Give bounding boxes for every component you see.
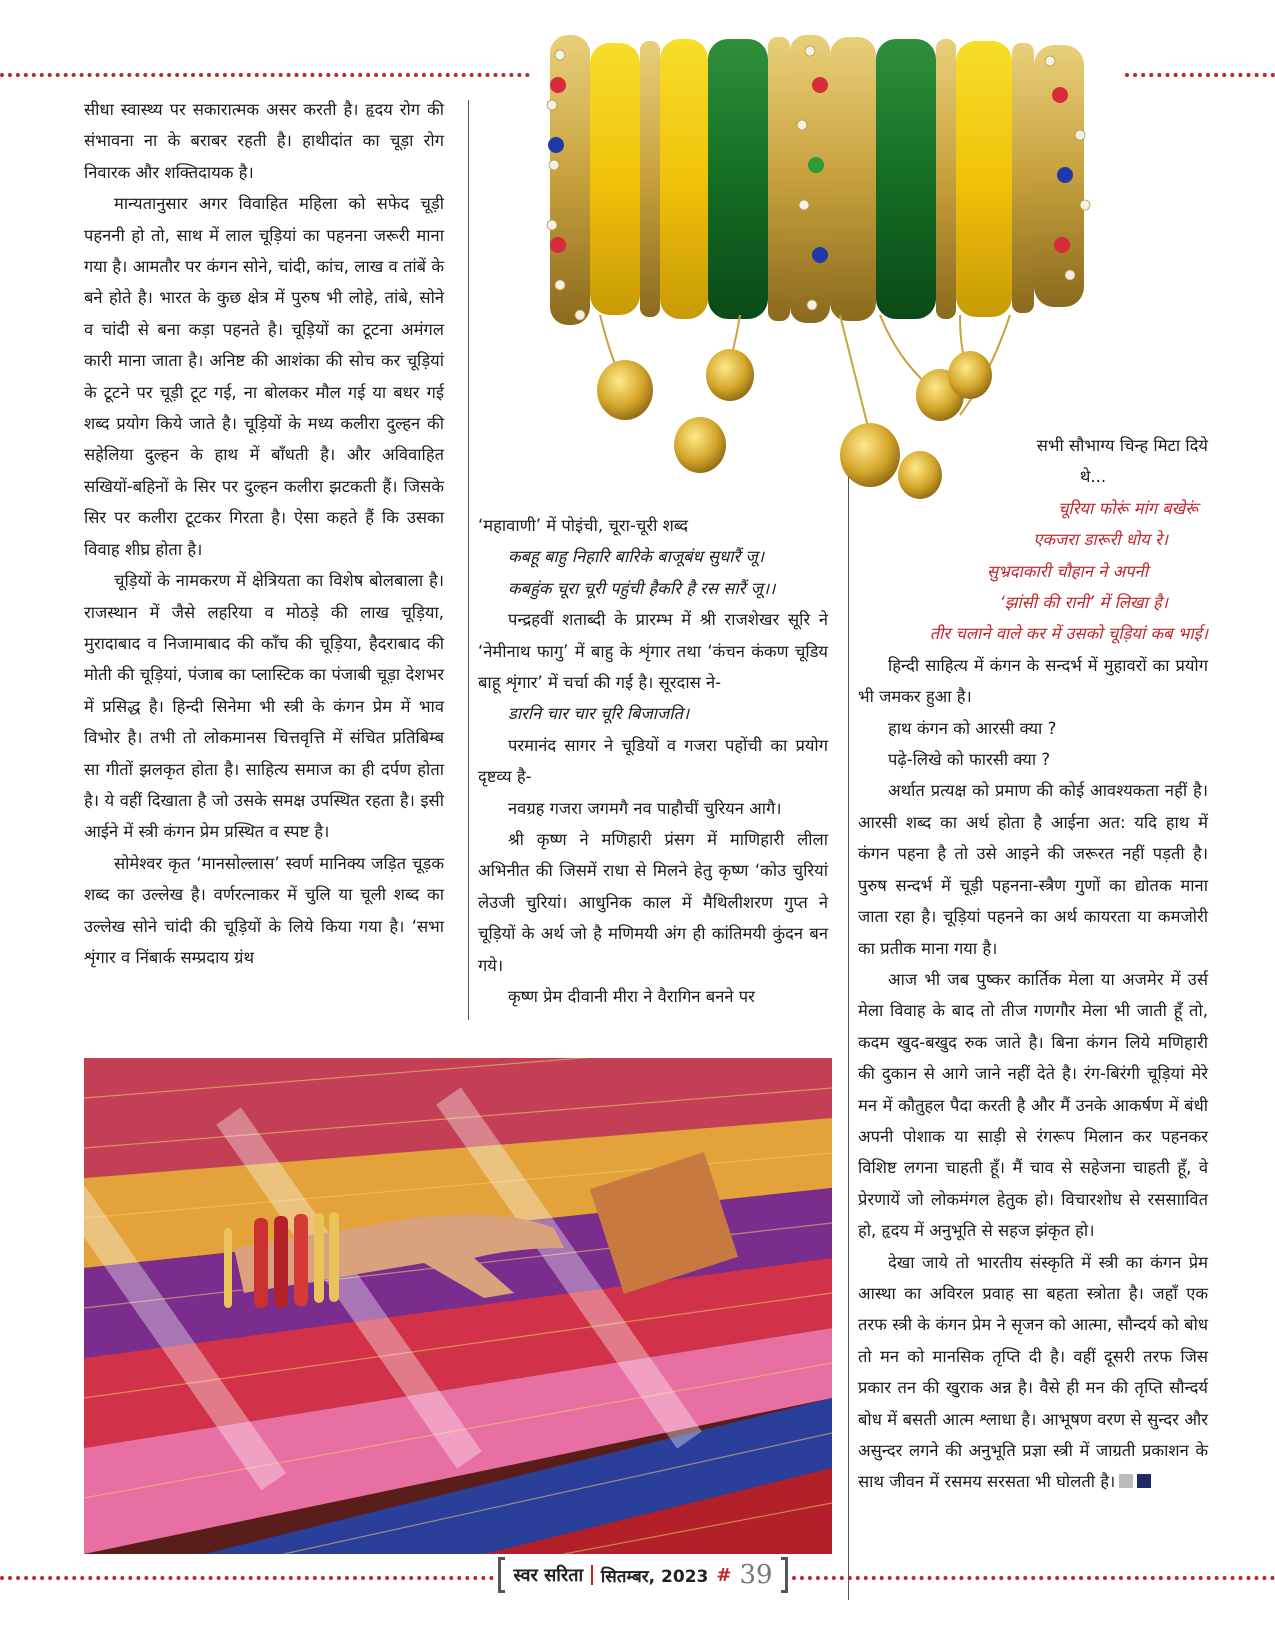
col3-red-verse-2: एकजरा डारूरी धोय रे।: [1033, 530, 1168, 550]
col1-paragraph-4: सोमेश्वर कृत ‘मानसोल्लास’ स्वर्ण मानिक्य जड़ित चूड़क शब्द का उल्लेख है। वर्णरत्नाकर में चुलि या चूली शब्द का उल्लेख सोने चांदी की चूड़ियों के लिये किया गया है। ‘सभा शृंगार व निंबार्क सम्प्रदाय ग्रंथ: [84, 853, 444, 967]
col3-red-verse-5: तीर चलाने वाले कर में उसको चूड़ियां कब भाई।: [929, 624, 1208, 644]
col3-red-verse-4: ‘झांसी की रानी’ में लिखा है।: [999, 593, 1168, 613]
column-1: [84, 94, 444, 973]
page-number: 39: [739, 1560, 773, 1590]
col2-verse-1: कबहू बाहु निहारि बारिके बाजूबंध सुधारैं जू।: [508, 547, 764, 567]
col1-paragraph-3: चूड़ियों के नामकरण में क्षेत्रियता का विशेष बोलबाला है। राजस्थान में जैसे लहरिया व मोठड़े की लाख चूड़िया, मुरादाबाद व निजामाबाद की काँच की चूड़िया, हैदराबाद की मोती की चूड़ियां, पंजाब का प्लास्टिक का पंजाबी चूड़ा देशभर में प्रसिद्ध है। हिन्दी सिनेमा भी स्त्री के कंगन प्रेम में भाव विभोर है। तभी तो लोकमानस चित्तवृत्ति में संचित प्रतिबिम्ब सा गीतों झलकृत होता है। साहित्य समाज का ही दर्पण होता है। ये वहीं दिखाता है जो उसके समक्ष उपस्थित रहता है। इसी आईने में स्त्री कंगन प्रेम प्रस्थित व स्पष्ट है।: [84, 571, 444, 842]
footer-bracket-left: [498, 1557, 505, 1593]
col2-paragraph-3: परमानंद सागर ने चूडियों व गजरा पहोंची का प्रयोग दृष्टव्य है-: [478, 735, 828, 787]
bangle-market-hand-image: [84, 1058, 832, 1554]
col2-verse-2: कबहुंक चूरा चूरी पहुंची हैकरि है रस सारैं जू।।: [508, 578, 776, 598]
col2-paragraph-2: पन्द्रहवीं शताब्दी के प्रारम्भ में श्री राजशेखर सूरि ने ‘नेमीनाथ फागु’ में बाहु के शृंगार तथा ‘कंचन कंकण चूडिय बाहू शृंगार’ में चर्चा की गई है। सूरदास ने-: [478, 610, 828, 693]
column-2: [478, 510, 828, 1013]
end-mark-gray-square: [1119, 1474, 1133, 1488]
col1-paragraph-1: सीधा स्वास्थ्य पर सकारात्मक असर करती है। हृदय रोग की संभावना ना के बराबर रहती है। हाथीदांत का चूड़ा रोग निवारक और शक्तिदायक है।: [84, 100, 444, 182]
col3-idiom-1: हाथ कंगन को आरसी क्या ?: [888, 718, 1057, 738]
issue-date: सितम्बर, 2023: [600, 1566, 709, 1587]
page-footer: [498, 1558, 788, 1592]
col2-verse-4: नवग्रह गजरा जगमगै नव पाहौचीं चुरियन आगै।: [508, 798, 782, 818]
magazine-name: स्वर सरिता: [513, 1565, 584, 1586]
footer-bracket-right: [781, 1557, 788, 1593]
col3-paragraph-2: अर्थात प्रत्यक्ष को प्रमाण की कोई आवश्यकता नहीं है। आरसी शब्द का अर्थ होता है आईना अत: यदि हाथ में कंगन पहना है तो उसे आइने की जरूरत नहीं पड़ती है। पुरुष सन्दर्भ में चूड़ी पहनना-स्त्रैण गुणों का द्योतक माना जाता रहा है। चूड़ियां पहनने का अर्थ कायरता या कमजोरी का प्रतीक माना गया है।: [858, 781, 1208, 958]
col3-intro-line-1: सभी सौभाग्य चिन्ह मिटा दिये: [1036, 436, 1208, 455]
top-dotted-rule-left: [0, 73, 530, 77]
col3-red-verse-3: सुभ्रदाकारी चौहान ने अपनी: [986, 561, 1148, 581]
col2-paragraph-1: ‘महावाणी’ में पोइंची, चूरा-चूरी शब्द: [478, 516, 689, 535]
column-rule-1: [468, 100, 469, 1020]
footer-separator: [591, 1565, 593, 1585]
col3-intro-line-2: थे...: [1079, 467, 1107, 487]
col3-paragraph-4: [858, 1247, 1208, 1498]
bottom-dotted-rule-left: [0, 1576, 494, 1580]
col2-paragraph-4: श्री कृष्ण ने मणिहारी प्रंसग में माणिहारी लीला अभिनीत की जिसमें राधा से मिलने हेतु कृष्ण ‘कोउ चुरियां लेउजी चुरियां। आधुनिक काल में मैथिलीशरण गुप्त ने चूड़ियों के अर्थ जो है मणिमयी अंग ही कांतिमयी कुंदन बन गये।: [478, 830, 828, 975]
col3-red-verse-1: चूरिया फोरूं मांग बखेरूं: [1057, 498, 1198, 518]
col3-paragraph-3: आज भी जब पुष्कर कार्तिक मेला या अजमेर में उर्स मेला विवाह के बाद तो तीज गणगौर मेला भी जाती हूँ तो, कदम खुद-बखुद रुक जाते है। बिना कंगन लिये मणिहारी की दुकान से आगे जाने नहीं देते है। रंग-बिरंगी चूड़ियां मेरे मन में कौतुहल पैदा करती है और मैं उनके आकर्षण में बंधी अपनी पोशाक या साड़ी से रंगरूप मिलान कर पहनकर विशिष्ट लगना चाहती हूँ। मैं चाव से सहेजना चाहती हूँ, वे प्रेरणायें जो लोकमंगल हेतुक हो। विचारशोध से रससाावित हो, हृदय में अनुभूति से सहज झंकृत हो।: [858, 969, 1208, 1241]
column-3: [858, 430, 1208, 1498]
col3-idiom-2: पढ़े-लिखे को फारसी क्या ?: [888, 750, 1051, 770]
page-hash: #: [716, 1564, 732, 1586]
col1-paragraph-2: मान्यतानुसार अगर विवाहित महिला को सफेद चूड़ी पहननी हो तो, साथ में लाल चूड़ियां का पहनना जरूरी माना गया है। आमतौर पर कंगन सोने, चांदी, कांच, लाख व तांबें के बने होते है। भारत के कुछ क्षेत्र में पुरुष भी लोहे, तांबे, सोने व चांदी से बना कड़ा पहनते है। चूड़ियों का टूटना अमंगल कारी माना जाता है। अनिष्ट की आशंका की सोच कर चूड़ियां के टूटने पर चूड़ी टूट गई, ना बोलकर मौल गई या बधर गई शब्द प्रयोग किये जाते है। चूड़ियों के मध्य कलीरा दुल्हन की सहेलिया दुल्हन के हाथ में बाँधती है। और अविवाहित सखियों-बहिनों के सिर पर दुल्हन कलीरा झटकती हैं। जिसके सिर पर कलीरा टूटकर गिरता है। ऐसा कहते हैं कि उसका विवाह शीघ्र होता है।: [84, 194, 444, 559]
end-mark-blue-square: [1137, 1474, 1151, 1488]
col2-verse-3: डारनि चार चार चूरि बिजाजति।: [508, 704, 690, 724]
col3-paragraph-1: हिन्दी साहित्य में कंगन के सन्दर्भ में मुहावरों का प्रयोग भी जमकर हुआ है।: [858, 655, 1208, 707]
col2-paragraph-5: कृष्ण प्रेम दीवानी मीरा ने वैरागिन बनने पर: [508, 987, 755, 1007]
col3-paragraph-4-text: देखा जाये तो भारतीय संस्कृति में स्त्री का कंगन प्रेम आस्था का अविरल प्रवाह सा बहता स्त्रोता है। जहाँ एक तरफ स्त्री के कंगन प्रेम ने सृजन को आत्मा, सौन्दर्य को बोध तो मन को मानसिक तृप्ति दी है। वहीं दूसरी तरफ जिस प्रकार तन की खुराक अन्न है। वैसे ही मन की तृप्ति सौन्दर्य बोध में बसती आत्म श्लाधा है। आभूषण वरण से सुन्दर और असुन्दर लगने की अनुभूति प्रज्ञा स्त्री में जाग्रती प्रकाशन के साथ जीवन में रसमय सरसता भी घोलती है।: [858, 1252, 1208, 1492]
bottom-dotted-rule-right: [792, 1576, 1275, 1580]
